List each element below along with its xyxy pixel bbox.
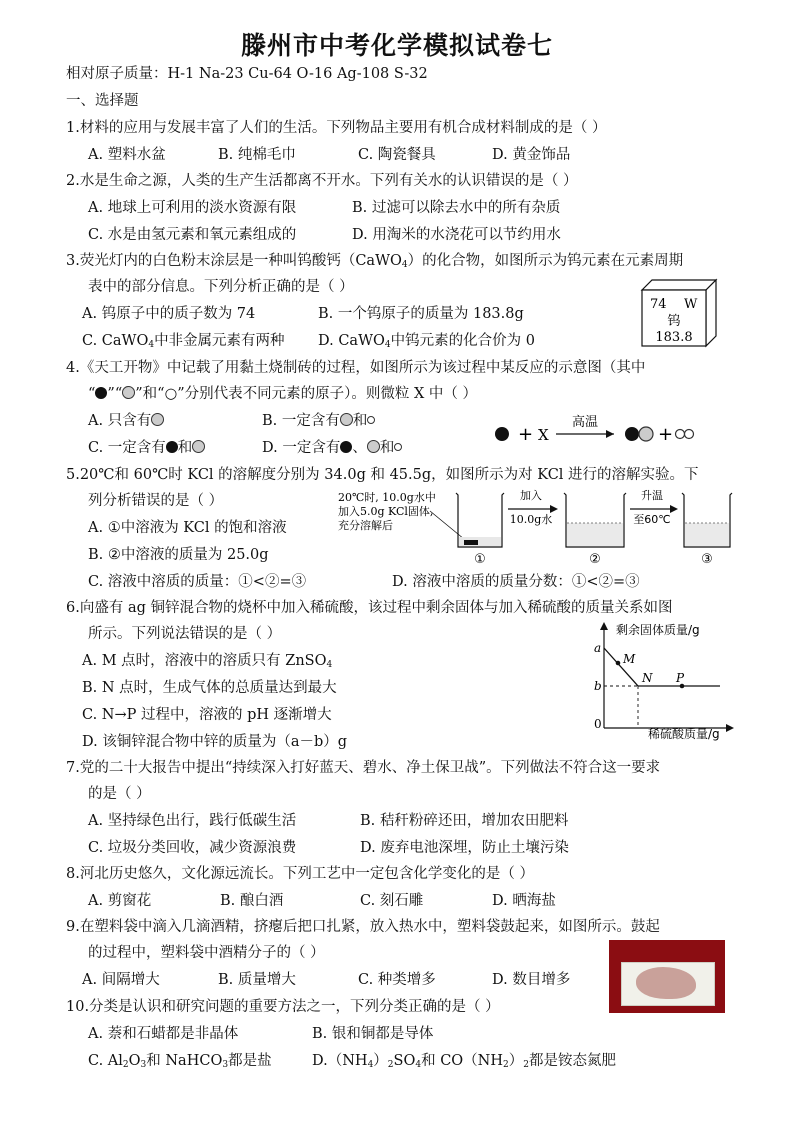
q2-stem: 2.水是生命之源，人类的生产生活都离不开水。下列有关水的认识错误的是（ ） xyxy=(66,173,578,189)
q4-option-a: A. 只含有 xyxy=(88,411,164,431)
q5-stem-line2: 列分析错误的是（ ） xyxy=(88,493,224,509)
q4-stem-line1: 4.《天工开物》中记载了用黏土烧制砖的过程，如图所示为该过程中某反应的示意图（其中 xyxy=(66,360,646,376)
q2-option-a: A. 地球上可利用的淡水资源有限 xyxy=(88,200,297,216)
q3-option-c: C. CaWO$_4$中非金属元素有两种 xyxy=(82,333,285,350)
q6-stem-line1: 6.向盛有 ag 铜锌混合物的烧杯中加入稀硫酸，该过程中剩余固体与加入稀硫酸的质量关系如图 xyxy=(66,600,673,616)
tray-shape xyxy=(621,962,715,1006)
dissolving-experiment-diagram xyxy=(338,487,733,569)
q10-option-c: C. $Al_2O_3$和 NaHCO$_3$都是盐 xyxy=(88,1053,272,1070)
beaker-label-1: ① xyxy=(474,552,486,567)
q2-option-d: D. 用淘米的水浇花可以节约用水 xyxy=(352,227,561,243)
q4-stem-line2: “ ”“ ”和“○”分别代表不同元素的原子）。则微粒 X 中（ ） xyxy=(88,386,478,402)
q5-option-c: C. 溶液中溶质的质量：①<②=③ xyxy=(88,574,307,590)
q10-option-a: A. 萘和石蜡都是非晶体 xyxy=(88,1026,239,1042)
q7-option-a: A. 坚持绿色出行，践行低碳生活 xyxy=(88,813,297,829)
beaker-label-3: ③ xyxy=(701,552,713,567)
exp-note-1: 20℃时, 10.0g水中 xyxy=(338,491,436,504)
q3-stem-line1: 3.荧光灯内的白色粉末涂层是一种叫钨酸钙（CaWO$_4$）的化合物，如图所示为钨元素在元素周期 xyxy=(66,253,684,270)
q8-option-a: A. 剪窗花 xyxy=(88,893,152,909)
element-mass: 183.8 xyxy=(655,330,693,345)
q8-option-d: D. 晒海盐 xyxy=(492,893,556,909)
arrow2-top: 升温 xyxy=(641,489,663,502)
reaction-x: X xyxy=(538,426,549,444)
q3-option-d: D. CaWO$_4$中钨元素的化合价为 0 xyxy=(318,333,535,350)
arrow1-top: 加入 xyxy=(520,489,542,502)
gray-atom-icon xyxy=(367,440,380,453)
arrow1-bottom: 10.0g水 xyxy=(509,513,553,526)
label-b: b xyxy=(594,679,602,693)
q3-option-b: B. 一个钨原子的质量为 183.8g xyxy=(318,306,524,322)
q9-option-b: B. 质量增大 xyxy=(218,972,296,988)
inflated-bag-shape xyxy=(636,967,696,999)
point-m: M xyxy=(623,652,636,666)
page-title: 滕州市中考化学模拟试卷七 xyxy=(240,31,553,60)
q8-stem: 8.河北历史悠久，文化源远流长。下列工艺中一定包含化学变化的是（ ） xyxy=(66,866,534,882)
q5-stem-line1: 5.20℃和 60℃时 KCl 的溶解度分别为 34.0g 和 45.5g，如图所示为对 KCl 进行的溶解实验。下 xyxy=(66,467,699,483)
section-heading: 一、选择题 xyxy=(66,93,139,109)
label-origin: 0 xyxy=(594,717,602,731)
reaction-plus-1: + xyxy=(518,424,534,445)
q9-stem-line1: 9.在塑料袋中滴入几滴酒精，挤瘪后把口扎紧，放入热水中，塑料袋鼓起来，如图所示。鼓起 xyxy=(66,919,660,935)
gray-atom-icon xyxy=(340,413,353,426)
point-p: P xyxy=(676,671,685,685)
q4-option-b: B. 一定含有 和 xyxy=(262,411,375,431)
q9-option-d: D. 数目增多 xyxy=(492,972,571,988)
q10-stem: 10.分类是认识和研究问题的重要方法之一，下列分类正确的是（ ） xyxy=(66,999,500,1015)
q2-option-c: C. 水是由氢元素和氧元素组成的 xyxy=(88,227,297,243)
element-name: 钨 xyxy=(667,314,681,329)
q5-option-a: A. ①中溶液为 KCl 的饱和溶液 xyxy=(88,520,287,536)
q1-option-d: D. 黄金饰品 xyxy=(492,147,571,163)
q6-option-c: C. N→P 过程中，溶液的 pH 逐渐增大 xyxy=(82,707,332,723)
plastic-bag-photo xyxy=(609,940,725,1013)
q3-option-a: A. 钨原子中的质子数为 74 xyxy=(82,306,256,322)
q4-option-d: D. 一定含有 、 和 xyxy=(262,438,402,458)
q8-option-c: C. 刻石雕 xyxy=(360,893,424,909)
exp-note-2: 加入5.0g KCl固体, xyxy=(338,505,434,518)
black-atom-icon xyxy=(166,441,178,453)
gray-atom-icon xyxy=(151,413,164,426)
gray-atom-icon xyxy=(122,386,135,399)
q10-option-d: $D.(NH_4)_2SO_4$和 $CO(NH_2)_2$都是铵态氮肥 xyxy=(312,1053,616,1070)
q1-option-a: A. 塑料水盆 xyxy=(88,147,166,163)
q9-option-a: A. 间隔增大 xyxy=(82,972,160,988)
small-atom-icon xyxy=(394,443,402,451)
q1-option-b: B. 纯棉毛巾 xyxy=(218,147,296,163)
q2-option-b: B. 过滤可以除去水中的所有杂质 xyxy=(352,200,561,216)
y-axis-label: 剩余固体质量/g xyxy=(616,623,700,637)
element-card xyxy=(640,278,720,348)
q7-option-c: C. 垃圾分类回收，减少资源浪费 xyxy=(88,840,297,856)
q5-option-d: D. 溶液中溶质的质量分数：①<②=③ xyxy=(392,574,640,590)
label-a: a xyxy=(594,641,602,655)
atomic-mass-line: 相对原子质量：H-1 Na-23 Cu-64 O-16 Ag-108 S-32 xyxy=(66,66,428,82)
mass-relation-graph xyxy=(590,618,740,742)
q7-stem-line2: 的是（ ） xyxy=(88,786,151,802)
reaction-condition: 高温 xyxy=(571,415,599,430)
x-axis-label: 稀硫酸质量/g xyxy=(648,727,720,741)
small-atom-icon xyxy=(367,416,375,424)
q9-stem-line2: 的过程中，塑料袋中酒精分子的（ ） xyxy=(88,945,325,961)
beaker-label-2: ② xyxy=(589,552,601,567)
q4-option-c: C. 一定含有 和 xyxy=(88,438,205,458)
q6-option-a: A. M 点时，溶液中的溶质只有 ZnSO$_4$ xyxy=(82,653,333,670)
q7-stem-line1: 7.党的二十大报告中提出“持续深入打好蓝天、碧水、净土保卫战”。下列做法不符合这一要求 xyxy=(66,760,661,776)
gray-atom-icon xyxy=(192,440,205,453)
q10-option-b: B. 银和铜都是导体 xyxy=(312,1026,434,1042)
q7-option-d: D. 废弃电池深埋，防止土壤污染 xyxy=(360,840,569,856)
q9-option-c: C. 种类增多 xyxy=(358,972,436,988)
arrow2-bottom: 至60℃ xyxy=(633,513,671,526)
q1-stem: 1.材料的应用与发展丰富了人们的生活。下列物品主要用有机合成材料制成的是（ ） xyxy=(66,120,607,136)
q6-stem-line2: 所示。下列说法错误的是（ ） xyxy=(88,626,282,642)
element-symbol: W xyxy=(684,297,698,312)
element-number: 74 xyxy=(650,297,667,312)
q3-stem-line2: 表中的部分信息。下列分析正确的是（ ） xyxy=(88,279,354,295)
q1-option-c: C. 陶瓷餐具 xyxy=(358,147,436,163)
black-atom-icon xyxy=(340,441,352,453)
black-atom-icon xyxy=(95,387,107,399)
q6-option-b: B. N 点时，生成气体的总质量达到最大 xyxy=(82,680,337,696)
exp-note-3: 充分溶解后 xyxy=(338,519,393,532)
q7-option-b: B. 秸秆粉碎还田，增加农田肥料 xyxy=(360,813,569,829)
reaction-plus-2: + xyxy=(658,424,674,445)
q8-option-b: B. 酿白酒 xyxy=(220,893,284,909)
point-n: N xyxy=(642,671,653,685)
q6-option-d: D. 该铜锌混合物中锌的质量为（a－b）g xyxy=(82,734,348,750)
q5-option-b: B. ②中溶液的质量为 25.0g xyxy=(88,547,269,563)
reaction-diagram xyxy=(490,412,705,448)
